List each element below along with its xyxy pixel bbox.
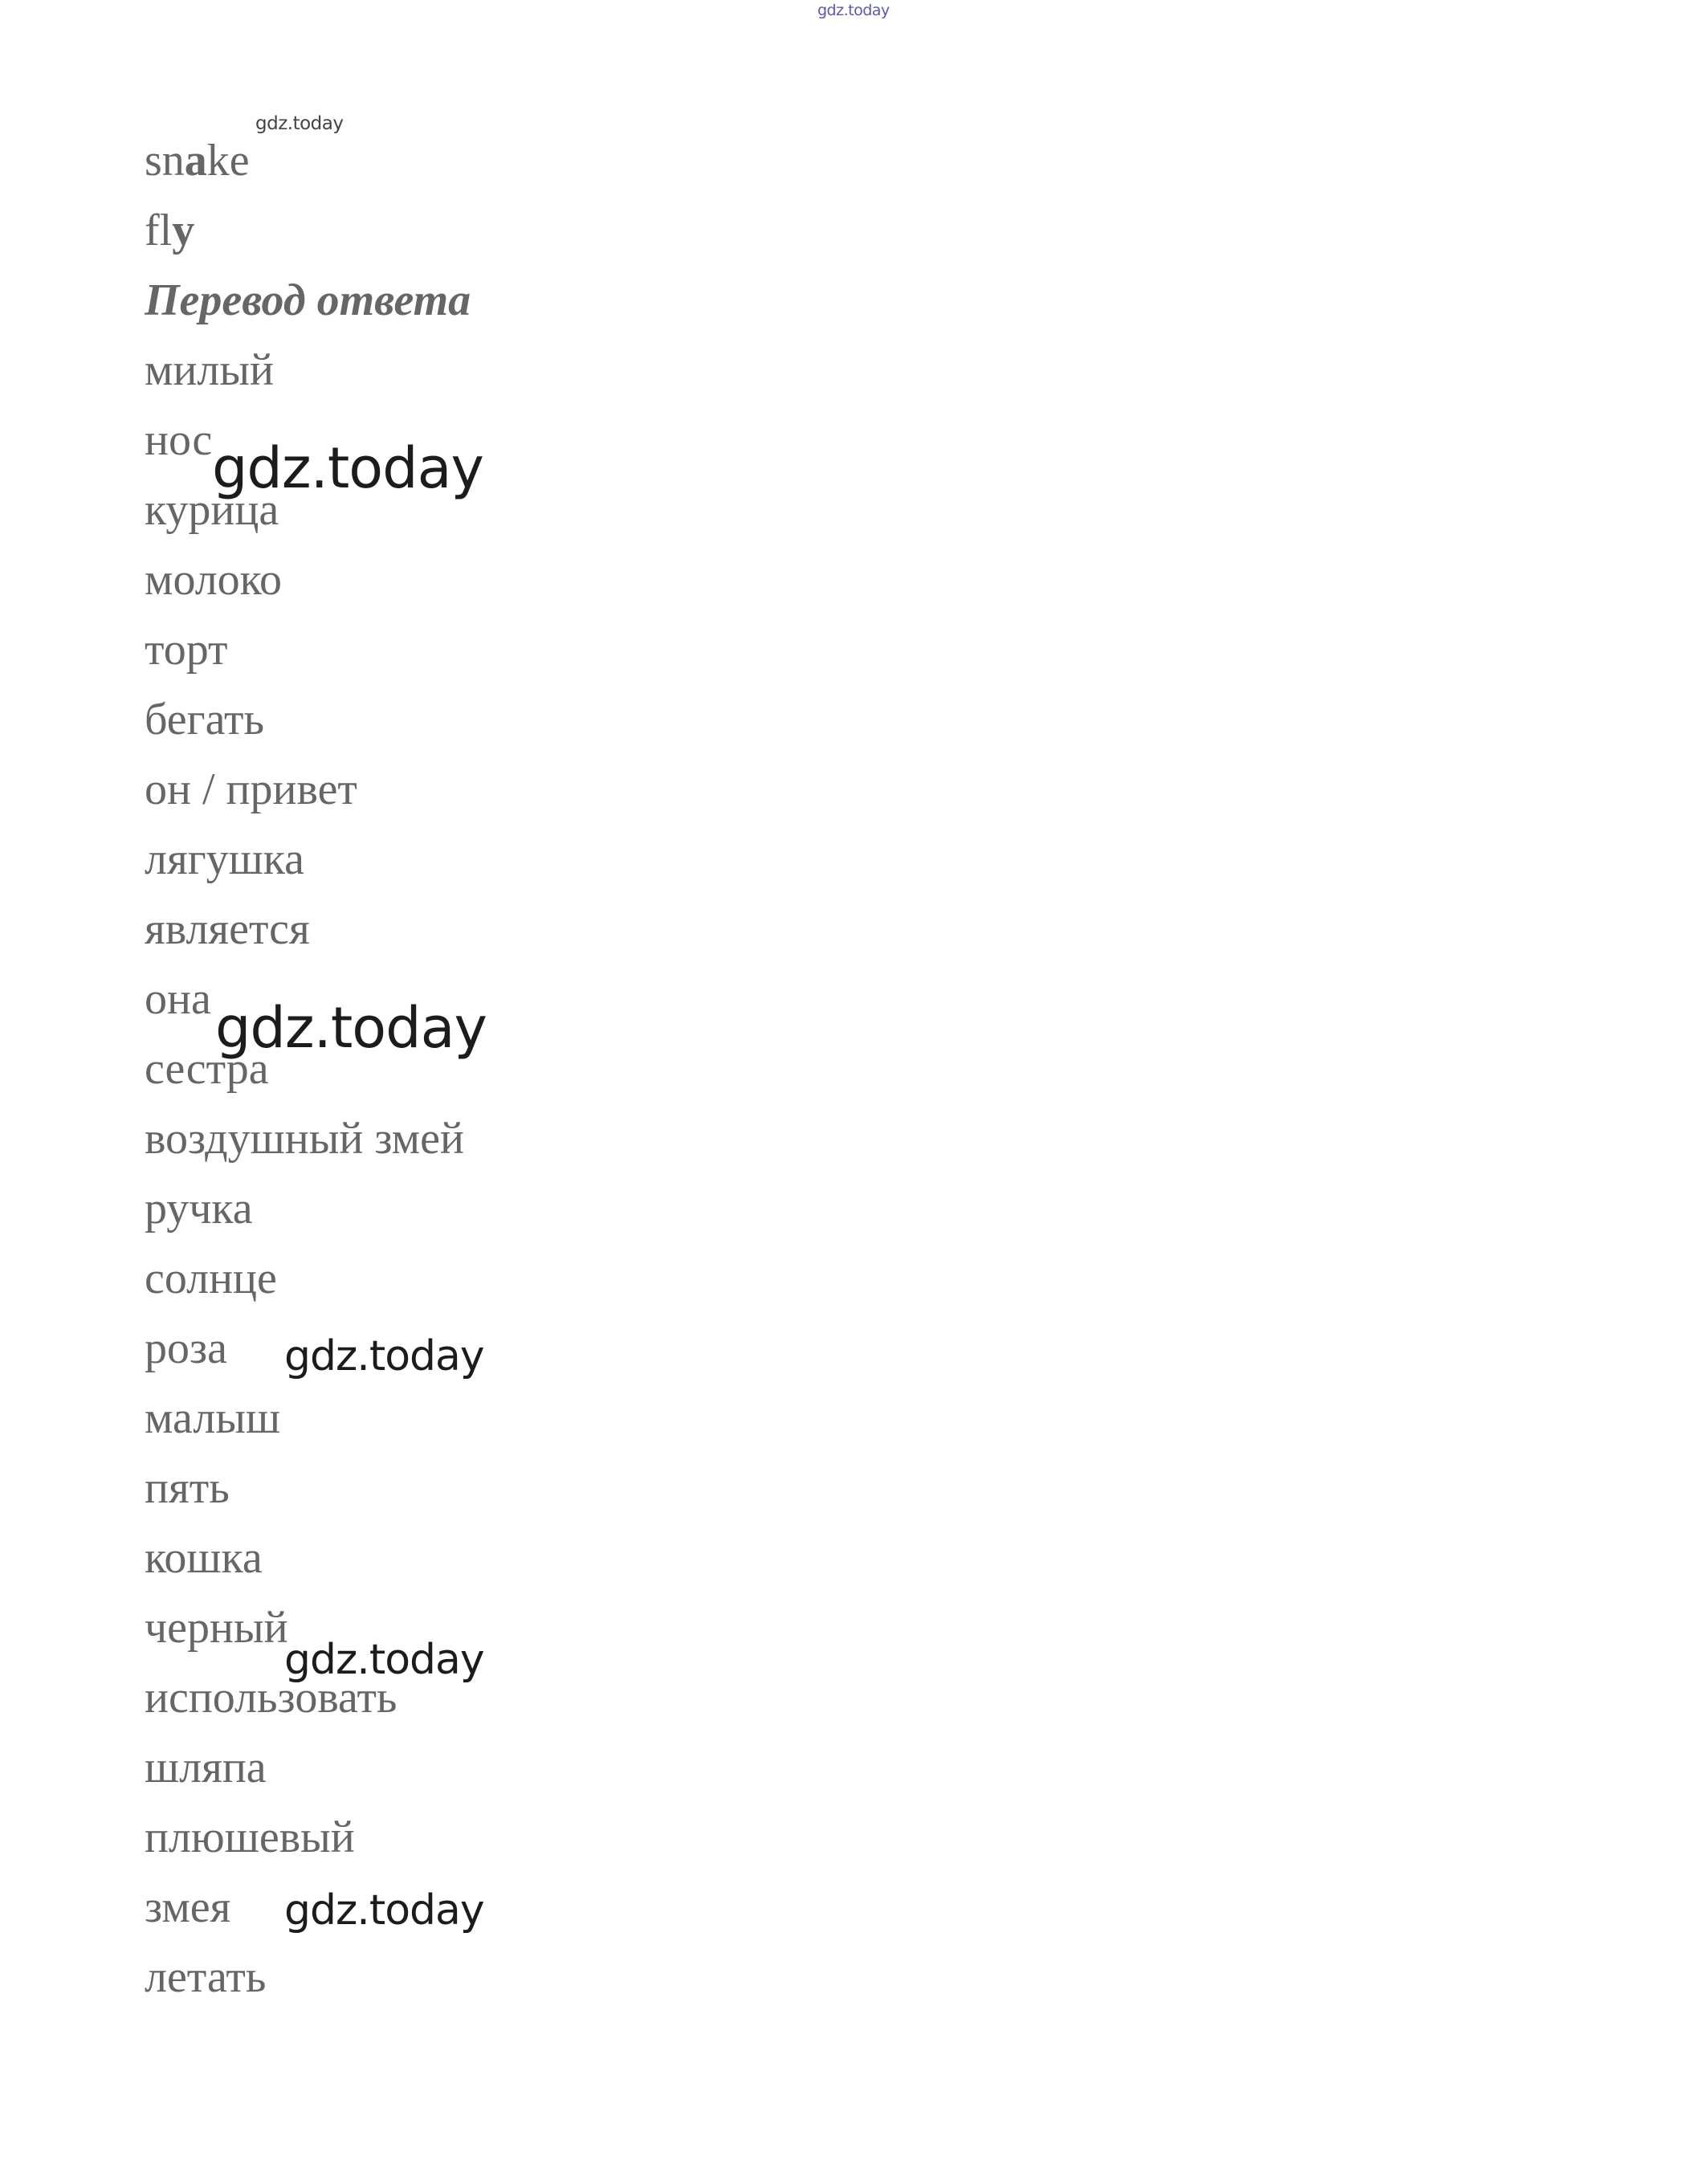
translation-word: змея: [145, 1882, 231, 1932]
translation-word: пять: [145, 1463, 230, 1513]
word-list: [145, 113, 471, 2012]
translation-heading: Перевод ответа: [145, 275, 471, 325]
watermark: gdz.today: [284, 1886, 484, 1935]
translation-word: бегать: [145, 695, 264, 744]
highlighted-letter: y: [172, 206, 195, 255]
translation-word: воздушный змей: [145, 1114, 464, 1164]
translation-word: торт: [145, 625, 228, 675]
translation-word: роза: [145, 1323, 227, 1373]
translation-word: нос: [145, 415, 213, 465]
translation-word: курица: [145, 485, 279, 535]
highlighted-letter: a: [184, 136, 207, 186]
translation-word: летать: [145, 1952, 267, 2002]
translation-word: она: [145, 974, 211, 1024]
translation-word: ручка: [145, 1184, 253, 1233]
translation-word: является: [145, 904, 310, 954]
superscript-watermark: gdz.today: [255, 113, 344, 134]
translation-word: молоко: [145, 555, 283, 605]
watermark: gdz.today: [212, 435, 483, 501]
answer-word-fly: fly: [145, 206, 195, 255]
translation-word: он / привет: [145, 765, 357, 814]
header-watermark: gdz.today: [817, 2, 890, 19]
translation-word: лягушка: [145, 834, 305, 884]
translation-word: милый: [145, 345, 274, 395]
translation-word: сестра: [145, 1044, 269, 1094]
translation-word: плюшевый: [145, 1812, 355, 1862]
translation-word: кошка: [145, 1533, 263, 1583]
translation-word: малыш: [145, 1393, 281, 1443]
translation-word: солнце: [145, 1254, 277, 1303]
translation-word: черный: [145, 1603, 288, 1653]
translation-word: шляпа: [145, 1743, 267, 1792]
answer-word-snake: snake gdz.today: [145, 113, 344, 186]
watermark: gdz.today: [284, 1332, 484, 1380]
watermark: gdz.today: [215, 995, 487, 1061]
translation-word: использовать: [145, 1673, 397, 1723]
watermark: gdz.today: [284, 1636, 484, 1684]
